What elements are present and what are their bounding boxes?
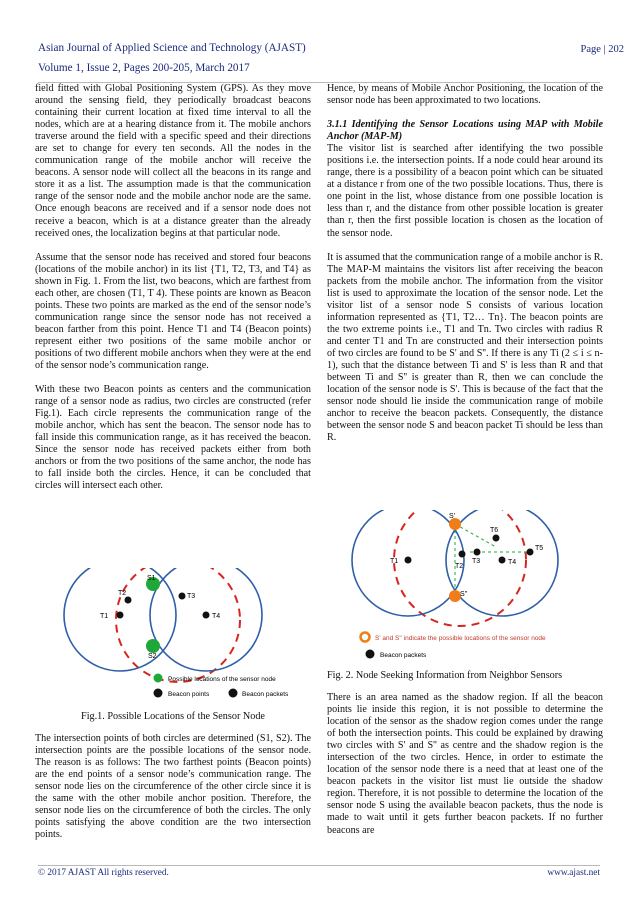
- figure-1-caption: Fig.1. Possible Locations of the Sensor Node: [81, 711, 265, 722]
- paragraph: The intersection points of both circles are determined (S1, S2). The intersection points are the possible locations of the sensor node. The reason is as follows: The two farthest points (Beacon points) are the end points of a sensor node’s communication range. The sensor node lies on the circumference of the other circle since it is the same with the other mobile anchor position. Therefore, the sensor node lies on the circumference of both the circles. The only points satisfying the above condition are the two intersection points.: [35, 733, 311, 841]
- legend-packet-dot: [366, 650, 375, 659]
- label-t4: T4: [212, 613, 221, 620]
- website-link[interactable]: www.ajast.net: [547, 868, 600, 878]
- figure-2-caption: Fig. 2. Node Seeking Information from Neighbor Sensors: [327, 670, 563, 681]
- right-column: [327, 83, 603, 456]
- journal-title: Asian Journal of Applied Science and Technology (AJAST): [38, 42, 306, 54]
- legend-possible: Possible locations of the sensor node: [168, 676, 276, 683]
- legend-possible: S' and S'' indicate the possible locations of the sensor node: [375, 635, 546, 642]
- figure-2: [330, 510, 590, 665]
- section-heading: 3.1.1 Identifying the Sensor Locations using MAP with Mobile Anchor (MAP-M): [327, 119, 603, 143]
- left-column-continued: [35, 733, 311, 853]
- paragraph: With these two Beacon points as centers and the communication range of a sensor node as radius, two circles are constructed (refer Fig.1). Each circle represents the communication range of the mobile anchor, which has sent the beacon. The sensor node has to fall inside this communication range, as it has received the beacon. Since the sensor node has received packets either from both anchors or from the two positions of the same anchor, the node has to fall inside both the circles. Hence, it can be concluded that circles will intersect each other.: [35, 384, 311, 492]
- legend-packets: Beacon packets: [380, 652, 427, 659]
- label-s2: S2: [148, 653, 157, 660]
- label-s1: S1: [147, 575, 156, 582]
- label-t5: T5: [535, 545, 544, 552]
- legend-green-dot: [154, 674, 163, 683]
- paragraph: Assume that the sensor node has received and stored four beacons (locations of the mobile anchor) in its list {T1, T2, T3, and T4} as shown in Fig. 1. From the list, two beacons, which are farthest from each other, are chosen (T1, T 4). These points are known as Beacon points. These two points are marked as the end of the sensor node’s communication range since the sensor node has not received a beacon farther from this point. Hence T1 and T4 (Beacon points) represent either two positions of the same mobile anchor or positions of two different mobile anchors when they were at the end of the sensor node’s communication range.: [35, 251, 311, 372]
- copyright: © 2017 AJAST All rights reserved.: [38, 868, 169, 878]
- legend-beacon-point-dot: [154, 689, 163, 698]
- label-t3: T3: [187, 593, 196, 600]
- t6-point: [493, 535, 500, 542]
- label-s2: S'': [460, 591, 468, 598]
- label-t3: T3: [472, 558, 481, 565]
- label-t1: T1: [390, 558, 399, 565]
- label-s1: S': [449, 513, 456, 520]
- label-t2: T2: [455, 563, 464, 570]
- t1-point: [117, 612, 124, 619]
- label-t2: T2: [118, 590, 127, 597]
- t4-point: [203, 612, 210, 619]
- t5-point: [527, 549, 534, 556]
- paragraph: field fitted with Global Positioning System (GPS). As they move around the sensing field, they periodically broadcast beacons containing their current location at fixed time interval to all the nodes, which are at a hearing distance from it. The mobile anchors traverse around the field with a specific speed and their directions are set to change for every ten seconds. All the nodes in the communication range of the mobile anchor will receive the beacons. A sensor node will collect all the beacons in its range and store it as a list. The assumption made is that the communication range of the sensor node and the mobile anchor node are the same. Once enough beacons are received and if a sensor node does not receive a beacon, which is at a distance greater than the already received ones, the localization begins at that particular node.: [35, 83, 311, 239]
- t2-point: [125, 597, 132, 604]
- s2-point: [146, 639, 160, 653]
- legend-beacon-packet-dot: [229, 689, 238, 698]
- paragraph: The visitor list is searched after identifying the two possible positions i.e. the intersection points. If a node could hear around its range, there is a possibility of a beacon point which can be situated at a distance r from one of the two possible locations. Thus, there is one point in the list, whose distance from one possible location is less than r, and the distance from other possible location is greater than r, then the first possible location is chosen as the location of the sensor node.: [327, 143, 603, 239]
- paragraph: There is an area named as the shadow region. If all the beacon points lie inside this region, it is not possible to determine the location of the sensor as the shadow region comes under the range of both the intersection points. This could be explained by drawing two circles with S' and S'' as centre and the shadow region is the intersection of the two circles. Hence, in order to estimate the location of the sensor node there is a need that at least one of the beacon packets in the visitor list must lie outside the shadow region. Therefore, it is not possible to determine the location of the sensor node S using the available beacon packets, thus the node is made to wait until it gets further beacon packets. If no further beacons are: [327, 692, 603, 836]
- legend-beacon-packets: Beacon packets: [242, 691, 289, 698]
- volume-info: Volume 1, Issue 2, Pages 200-205, March 2017: [38, 62, 250, 74]
- t3-point: [474, 549, 481, 556]
- t1-point: [405, 557, 412, 564]
- paragraph: Hence, by means of Mobile Anchor Positioning, the location of the sensor node has been approximated to two locations.: [327, 83, 603, 107]
- range-circle-dashed: [116, 568, 240, 682]
- right-column-continued: [327, 692, 603, 849]
- page-number: Page | 202: [580, 44, 624, 55]
- label-t6: T6: [490, 527, 499, 534]
- label-t1: T1: [100, 613, 109, 620]
- paragraph: It is assumed that the communication range of a mobile anchor is R. The MAP-M maintains the visitors list after receiving the beacon packets from the mobile anchor. The information from the visitor list is used to approximate the location of the sensor node. Let the visitor list of a sensor node S consists of various location information represented as {T1, T2… Tn}. The beacon points are the two extreme points i.e., T1 and Tn. Two circles with radius R and center T1 and Tn are constructed and their intersection points of two circles are found to be S' and S''. If there is any Ti (2 ≤ i ≤ n-1), such that the distance between Ti and S' is less than R and that between Ti and S'' is greater than R, then we can conclude the location of the sensor node is S'. This is because of the fact that the sensor node should lie inside the communication range of mobile anchor to receive the beacon packets. Consequently, the distance between the sensor node S and beacon packet Ti should be less than R.: [327, 251, 603, 444]
- t2-point: [459, 551, 466, 558]
- footer-rule: [38, 865, 600, 866]
- left-column: [35, 83, 311, 505]
- t3-point: [179, 593, 186, 600]
- figure-1: [50, 568, 300, 708]
- legend-beacon-points: Beacon points: [168, 691, 210, 698]
- label-t4: T4: [508, 559, 517, 566]
- t4-point: [499, 557, 506, 564]
- legend-orange-ring: [361, 633, 370, 642]
